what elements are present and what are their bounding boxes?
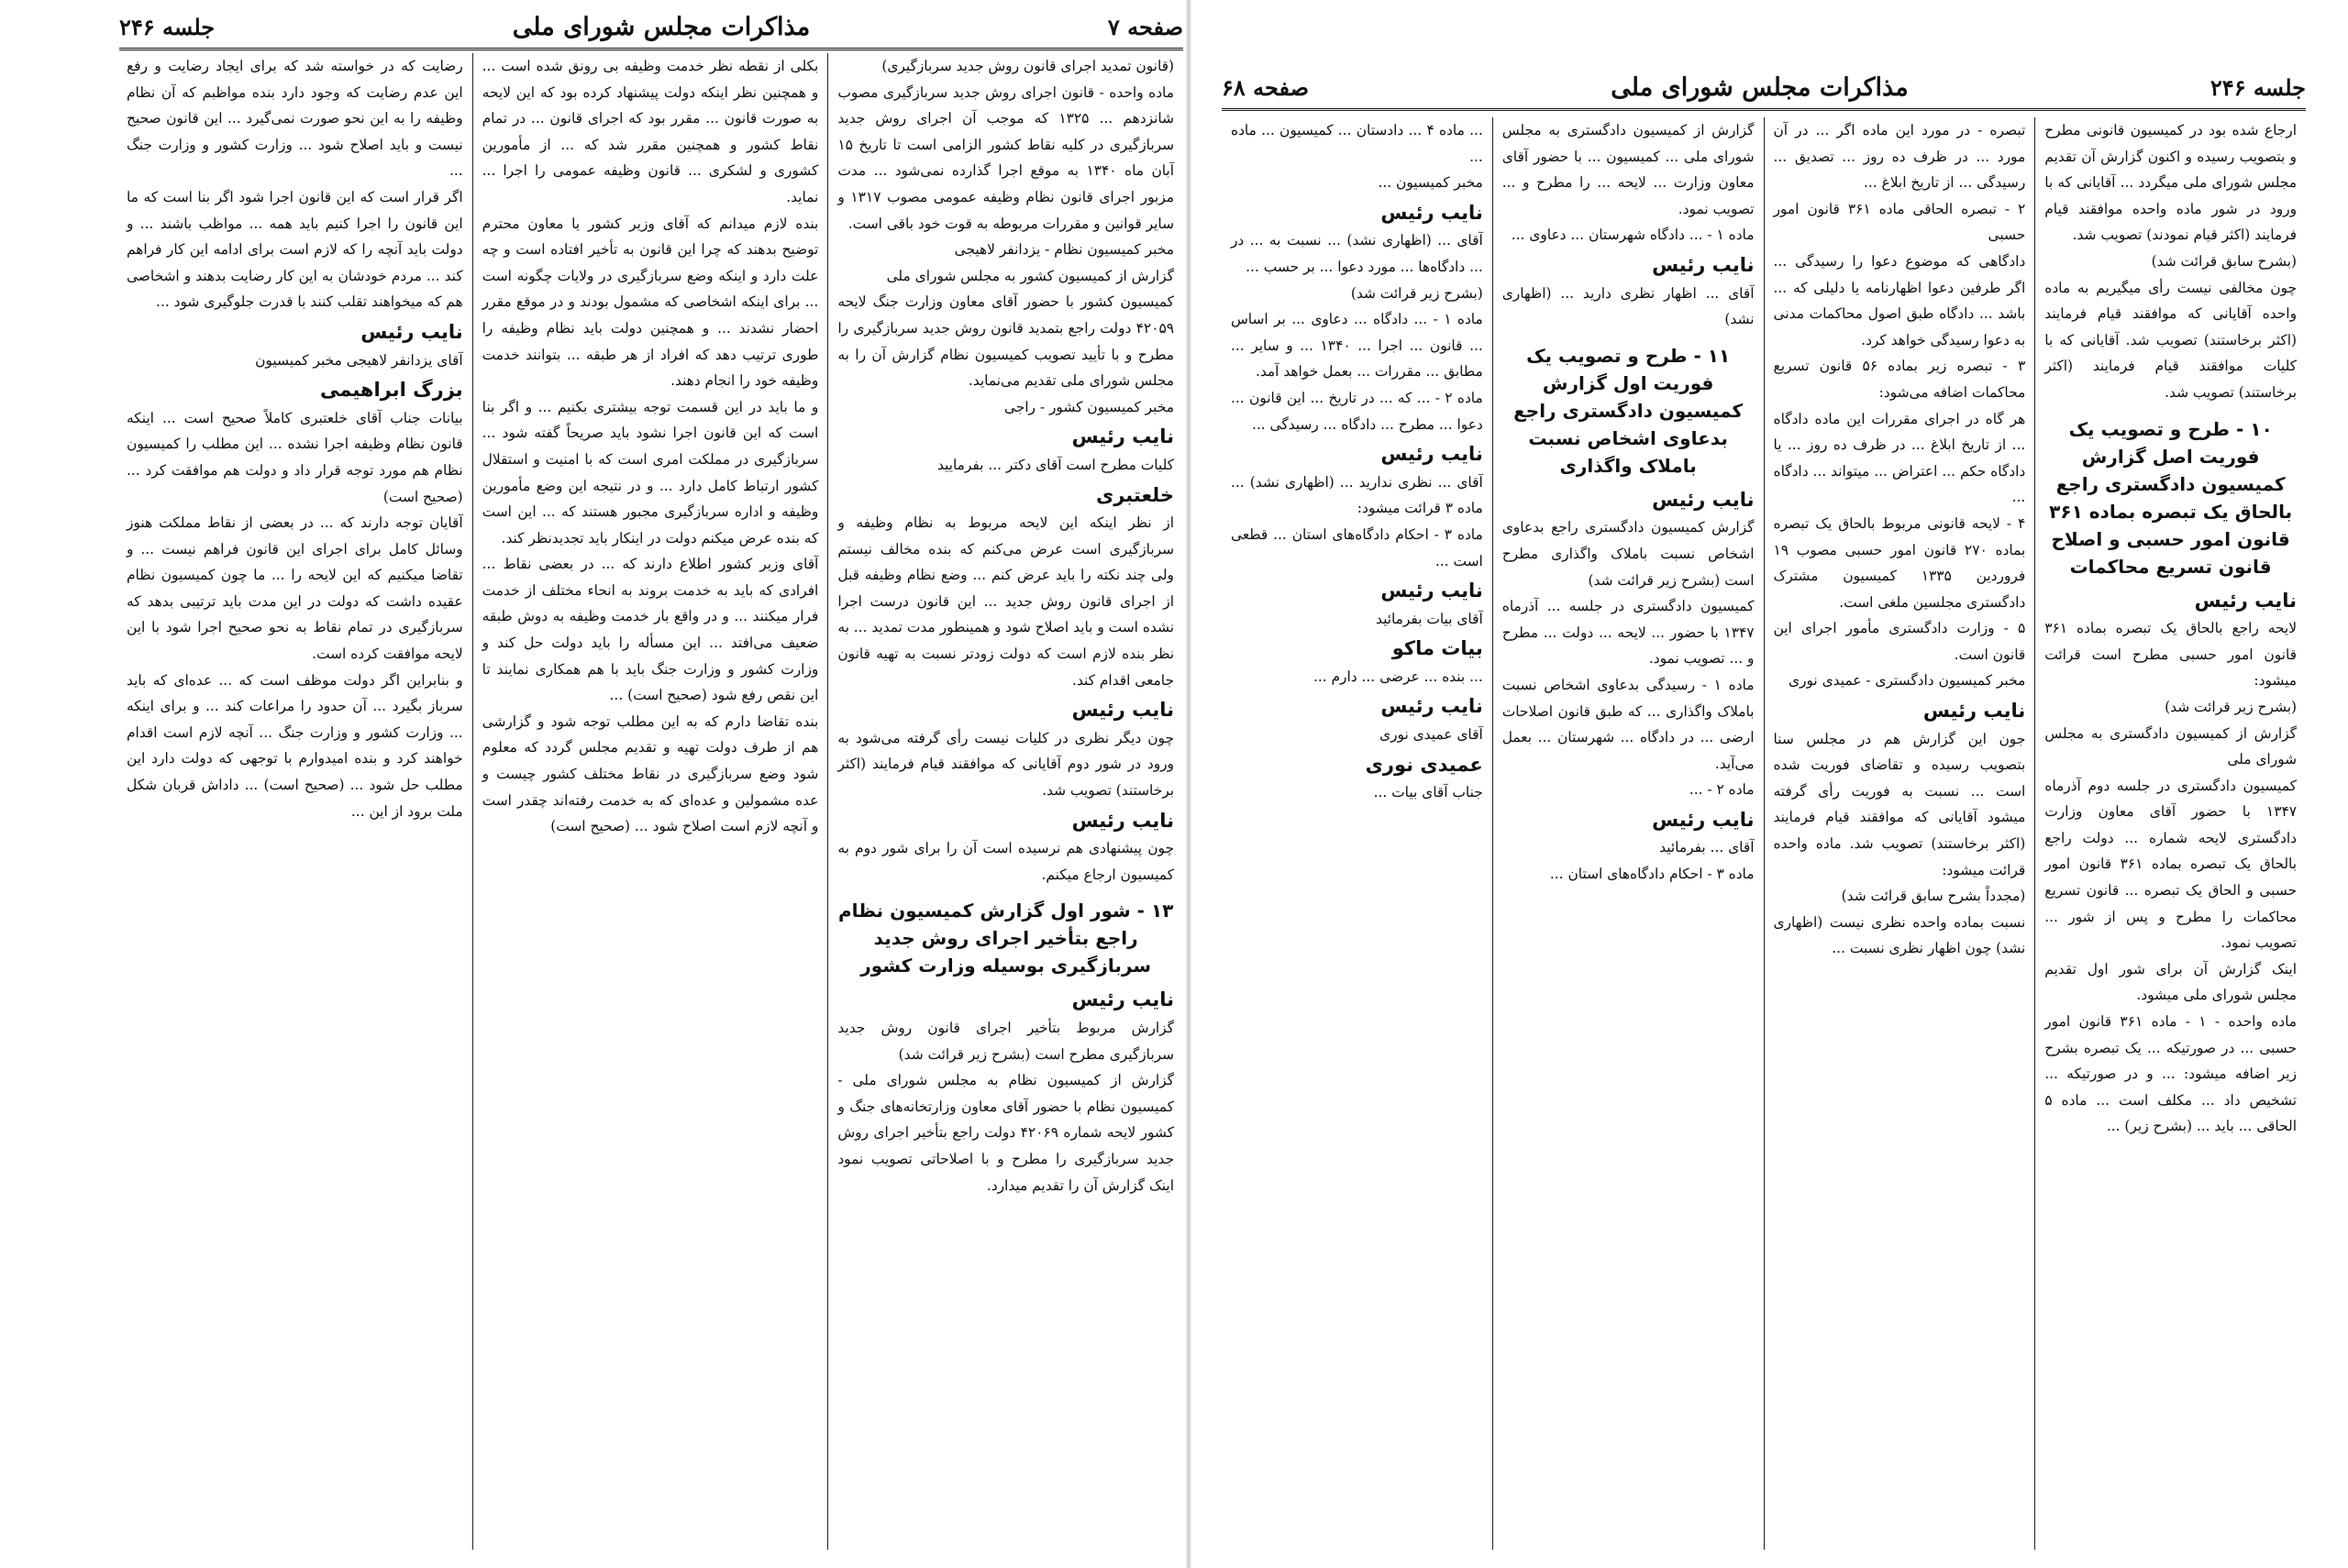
paragraph: و ما باید در این قسمت توجه بیشتری بکنیم ... و اگر بنا است که این قانون اجرا نشود باید صریحاً گفته شود ... سربازگیری در مملکت امری است که با امنیت و استقلال کشور ارتباط کامل دارد ... و در نتیجه این وضع مأمورین وظیفه و اداره سربازگیری مجبور هستند که ... این است که بنده عرض میکنم دولت در اینکار باید تجدیدنظر کند. xyxy=(482,398,819,547)
paragraph: چون مخالفی نیست رأی میگیریم به ماده واحده آقایانی که موافقند قیام فرمایند (اکثر برخاستند) تصویب شد. آقایانی که با کلیات موافقند قیام فرمایند (اکثر برخاستند) تصویب شد. xyxy=(2044,279,2297,401)
speaker-name: نایب رئیس xyxy=(1071,809,1174,832)
paragraph: بکلی از نقطه نظر خدمت وظیفه بی رونق شده است ... و همچنین نظر اینکه دولت پیشنهاد کرده بود که این لایحه به صورت قانون ... مقرر بود که اجرای قانون ... در تمام نقاط کشور و همچنین مقرر شد که ... از مأمورین کشوری و لشکری ... قانون وظیفه عمومی را اجرا ... نماید. xyxy=(482,58,819,205)
left-page-columns xyxy=(117,53,1183,1550)
paragraph: چون پیشنهادی هم نرسیده است آن را برای شور دوم به کمیسیون ارجاع میکنم. xyxy=(837,840,1174,883)
paragraph: ماده ۱ - ... دادگاه شهرستان ... دعاوی ... xyxy=(1511,226,1755,244)
paragraph: گزارش از کمیسیون نظام به مجلس شورای ملی - کمیسیون نظام با حضور آقای معاون وزارتخانه‌های جنگ و کشور لایحه شماره ۴۲۰۶۹ دولت راجع بتأخیر اجرای روش جدید سربازگیری را مطرح و با اصلاحاتی تصویب نمود اینک گزارش آن را تقدیم میدارد. xyxy=(837,1072,1174,1194)
paragraph: ... ماده ۴ ... دادستان ... کمیسیون ... ماده ... xyxy=(1231,122,1483,165)
paragraph: کلیات مطرح است آقای دکتر ... بفرمایید xyxy=(936,456,1174,473)
paragraph: آقای ... (اظهاری نشد) ... نسبت به ... در ... دادگاه‌ها ... مورد دعوا ... بر حسب ... xyxy=(1231,232,1483,275)
text-column xyxy=(472,53,828,1550)
paragraph: بنده تقاضا دارم که به این مطلب توجه شود و گزارشی هم از طرف دولت تهیه و تقدیم مجلس گردد که معلوم شود وضع سربازگیری در نقاط مختلف کشور چیست و عده مشمولین و عده‌ای که به خدمت رفته‌اند چقدر است و آنچه لازم است اصلاح شود ... (صحیح است) xyxy=(482,712,819,835)
paragraph: اینک گزارش آن برای شور اول تقدیم مجلس شورای ملی میشود. xyxy=(2044,960,2297,1004)
paragraph: آقای وزیر کشور اطلاع دارند که ... در بعضی نقاط ... افرادی که باید به خدمت بروند به انحاء مختلف از خدمت فرار میکنند ... و در واقع بار خدمت وظیفه به دوش طبقه ضعیف می‌افتد ... این مسأله را باید دولت حل کند و وزارت کشور و وزارت جنگ باید با هم همکاری نمایند تا این نقص رفع شود (صحیح است) ... xyxy=(482,556,819,704)
paragraph: چون دیگر نظری در کلیات نیست رأی گرفته می‌شود به ورود در شور دوم آقایانی که موافقند قیام فرمایند (اکثر برخاستند) تصویب شد. xyxy=(837,729,1174,800)
paragraph: آقای ... نظری ندارید ... (اظهاری نشد) ... ماده ۳ قرائت میشود: xyxy=(1231,473,1483,517)
paragraph: نسبت بماده واحده نظری نیست (اظهاری نشد) چون اظهار نظری نسبت ... xyxy=(1773,913,2026,957)
section-heading: ۱۰ - طرح و تصویب یک فوریت اصل گزارش کمیسیون دادگستری راجع بالحاق یک تبصره بماده ۳۶۱ قانون امور حسبی و اصلاح قانون تسریع محاکمات xyxy=(2049,417,2293,578)
speaker-name: بیات ماکو xyxy=(1391,637,1483,660)
speaker-name: نایب رئیس xyxy=(1380,580,1483,602)
paragraph: ... بنده ... عرضی ... دارم ... xyxy=(1312,668,1483,685)
text-column xyxy=(1222,117,1492,1550)
paragraph: ۵ - وزارت دادگستری مأمور اجرای این قانون است. xyxy=(1773,620,2026,663)
paragraph: جناب آقای بیات ... xyxy=(1373,784,1483,801)
speaker-name: خلعتبری xyxy=(1095,483,1174,506)
right-page-title: مذاکرات مجلس شورای ملی xyxy=(1611,72,1909,102)
paragraph: ماده ۲ - ... که ... در تاریخ ... این قانون ... دعوا ... مطرح ... دادگاه ... رسیدگی ... xyxy=(1231,389,1483,433)
paragraph: آقای ... بفرمائید xyxy=(1659,839,1755,856)
speaker-name: نایب رئیس xyxy=(1380,695,1483,718)
paragraph: مخبر کمیسیون دادگستری - عمیدی نوری xyxy=(1788,672,2026,690)
paragraph: اگر قرار است که این قانون اجرا شود اگر بنا است که ما این قانون را اجرا کنیم باید همه ... مواظب باشند ... و دولت باید آنچه را که لازم است برای ادامه این کار فراهم کند ... مردم خودشان به این کار رضایت بدهند و اشخاصی هم که میخواهند تقلب کنند با قدرت جلوگیری شود ... xyxy=(126,188,463,311)
speaker-name: نایب رئیس xyxy=(1071,425,1174,448)
text-column xyxy=(117,53,472,1550)
paragraph: آقای یزدانفر لاهیجی مخبر کمیسیون xyxy=(255,351,463,369)
paragraph: آقایان توجه دارند که ... در بعضی از نقاط مملکت هنوز وسائل کامل برای اجرای این قانون فراهم نیست ... و تقاضا میکنیم که این لایحه را ... ما چون کمیسیون نظام عقیده داشت که دولت در این مدت باید ترتیبی بدهد که سربازگیری در تمام نقاط به نحو صحیح اجرا شود با این لایحه موافقت کرده است. xyxy=(126,514,463,663)
right-page-columns xyxy=(1222,117,2306,1550)
paragraph: هر گاه در اجرای مقررات این ماده دادگاه ... از تاریخ ابلاغ ... در ظرف ده روز ... یا دادگاه حکم ... اعتراض ... میتواند ... دادگاه ... xyxy=(1773,410,2026,506)
speaker-name: نایب رئیس xyxy=(1380,201,1483,224)
speaker-name: نایب رئیس xyxy=(1071,699,1174,722)
paragraph: جون این گزارش هم در مجلس سنا بتصویب رسیده و تقاضای فوریت شده است ... نسبت به فوریت رأی گرفته میشود آقایانی که موافقند قیام فرمایند (اکثر برخاستند) تصویب شد. ماده واحده قرائت میشود: xyxy=(1773,730,2026,878)
paragraph: گزارش از کمیسیون کشور به مجلس شورای ملی xyxy=(886,267,1174,284)
right-session-label: جلسه ۲۴۶ xyxy=(2210,73,2306,101)
speaker-name: نایب رئیس xyxy=(1922,700,2026,723)
speaker-name: نایب رئیس xyxy=(360,320,463,343)
paragraph: ماده ۱ - رسیدگی بدعاوی اشخاص نسبت باملاک واگذاری ... که طبق قانون اصلاحات ارضی ... در دادگاه ... شهرستان ... بعمل می‌آید. xyxy=(1501,676,1755,772)
paragraph: ماده ۲ - ... xyxy=(1689,781,1755,799)
paragraph: آقای بیات بفرمائید xyxy=(1375,610,1483,627)
paragraph: (بشرح سابق قرائت شد) xyxy=(2151,252,2297,270)
paragraph: گزارش از کمیسیون دادگستری به مجلس شورای ملی ... کمیسیون ... با حضور آقای معاون وزارت ... لایحه ... را مطرح و ... تصویب نمود. xyxy=(1501,122,1755,217)
speaker-name: نایب رئیس xyxy=(1071,988,1174,1011)
section-heading: ۱۳ - شور اول گزارش کمیسیون نظام راجع بتأخیر اجرای روش جدید سربازگیری بوسیله وزارت کشور xyxy=(837,900,1174,977)
paragraph: ماده واحده - ۱ - ماده ۳۶۱ قانون امور حسبی ... در صورتیکه ... یک تبصره بشرح زیر اضافه میشود: ... و در صورتیکه ... تشخیص داد ... مکلف است ... ماده ۵ الحاقی ... باید ... (بشرح زیر) ... xyxy=(2044,1013,2298,1135)
paragraph: ۳ - تبصره زیر بماده ۵۶ قانون تسریع محاکمات اضافه می‌شود: xyxy=(1773,358,2026,401)
paragraph: (مجدداً بشرح سابق قرائت شد) xyxy=(1841,888,2026,905)
paragraph: مخبر کمیسیون نظام - یزدانفر لاهیجی xyxy=(954,241,1174,259)
left-session-label: جلسه ۲۴۶ xyxy=(119,13,216,40)
paragraph: کمیسیون دادگستری در جلسه دوم آذرماه ۱۳۴۷ با حضور آقای معاون وزارت دادگستری لایحه شماره ... دولت راجع بالحاق یک تبصره بماده ۳۶۱ قانون امور حسبی و الحاق یک تبصره ... قانون تسریع محاکمات را مطرح و پس از شور ... تصویب نمود. xyxy=(2044,777,2297,952)
paragraph: گزارش مربوط بتأخیر اجرای قانون روش جدید سربازگیری مطرح است (بشرح زیر قرائت شد) xyxy=(837,1020,1174,1063)
paragraph: لایحه راجع بالحاق یک تبصره بماده ۳۶۱ قانون امور حسبی مطرح است قرائت میشود: xyxy=(2044,620,2297,690)
section-heading: ۱۱ - طرح و تصویب یک فوریت اول گزارش کمیسیون دادگستری راجع بدعاوی اشخاص نسبت باملاک واگذاری xyxy=(1513,344,1744,477)
paragraph: ارجاع شده بود در کمیسیون قانونی مطرح و بتصویب رسیده و اکنون گزارش آن تقدیم مجلس شورای ملی میگردد ... آقایانی که با ورود در شور ماده واحده موافقند قیام فرمایند (اکثر قیام نمودند) تصویب شد. xyxy=(2044,122,2297,244)
paragraph: ماده واحده - قانون اجرای روش جدید سربازگیری مصوب شانزدهم ... ۱۳۲۵ که موجب آن اجرای روش جدید سربازگیری در کلیه نقاط کشور الزامی است تا تاریخ ۱۵ آبان ماه ۱۳۴۰ به موقع اجرا گذارده نمی‌شود ... مدت مزبور اجرای قانون نظام وظیفه عمومی مصوب ۱۳۱۷ و سایر قوانین و مقررات مربوطه به قوت خود باقی است. xyxy=(837,83,1175,232)
paragraph: ماده ۳ - احکام دادگاه‌های استان ... xyxy=(1549,866,1755,883)
paragraph: رضایت که در خواسته شد که برای ایجاد رضایت و رفع این عدم رضایت که وجود دارد بنده مواظبم که آن نظام وظیفه را به این نحو صورت نمی‌گیرد ... این قانون صحیح نیست و باید اصلاح شود ... وزارت کشور و وزارت جنگ ... xyxy=(126,58,463,180)
speaker-name: بزرگ ابراهیمی xyxy=(320,379,463,402)
paragraph: (قانون تمدید اجرای قانون روش جدید سربازگیری) xyxy=(881,58,1174,74)
speaker-name: عمیدی نوری xyxy=(1365,753,1483,776)
text-column xyxy=(827,53,1183,1550)
paragraph: دادگاهی که موضوع دعوا را رسیدگی ... اگر طرفین دعوا اظهارنامه یا دلیلی که ... باشد ... دادگاه طبق اصول محاکمات مدنی به دعوا رسیدگی خواهد کرد. xyxy=(1773,252,2026,348)
paragraph: و بنابراین اگر دولت موظف است که ... عده‌ای که باید سرباز بگیرد ... آن حدود را مراعات کند ... و برای اینکه ... وزارت کشور و وزارت جنگ ... آنچه لازم است اقدام خواهند کرد و بنده امیدوارم با توجهی که دولت دارد این مطلب حل شود ... (صحیح است) ... داداش قربان شکل ملت برود از این ... xyxy=(126,671,463,820)
paragraph: بنده لازم میدانم که آقای وزیر کشور یا معاون محترم توضیح بدهند که چرا این قانون به تأخیر افتاده است و چه علت دارد و اینکه وضع سربازگیری در ولایات چگونه است ... برای اینکه اشخاصی که مشمول بودند و در موقع مقرر احضار نشدند ... و همچنین دولت باید نظام وظیفه را طوری ترتیب دهد که افراد از هر طبقه ... بتوانند خدمت وظیفه خود را انجام دهند. xyxy=(482,215,819,390)
paragraph: بیانات جناب آقای خلعتبری کاملاً صحیح است ... اینکه قانون نظام وظیفه اجرا نشده ... این مطلب را کمیسیون نظام هم مورد توجه قرار داد و دولت هم موافقت کرد ... (صحیح است) xyxy=(126,409,463,505)
paragraph: تبصره - در مورد این ماده اگر ... در آن مورد ... در ظرف ده روز ... تصدیق ... رسیدگی ... از تاریخ ابلاغ ... xyxy=(1773,122,2026,192)
speaker-name: نایب رئیس xyxy=(1652,488,1755,511)
text-column xyxy=(1492,117,1764,1550)
paragraph: آقای ... اظهار نظری دارید ... (اظهاری نشد) xyxy=(1501,284,1755,328)
paragraph: ماده ۱ - ... دادگاه ... دعاوی ... بر اساس ... قانون ... اجرا ... ۱۳۴۰ ... و سایر ... مطابق ... مقررات ... بعمل خواهد آمد. xyxy=(1231,311,1483,381)
paragraph: مخبر کمیسیون ... xyxy=(1378,174,1483,192)
paragraph: گزارش از کمیسیون دادگستری به مجلس شورای ملی xyxy=(2044,724,2297,768)
left-page-title: مذاکرات مجلس شورای ملی xyxy=(512,12,811,41)
speaker-name: نایب رئیس xyxy=(1652,808,1755,831)
text-column xyxy=(2034,117,2306,1550)
right-page-number: صفحه ۶۸ xyxy=(1222,73,1310,101)
left-page-header xyxy=(119,6,1183,50)
paragraph: آقای عمیدی نوری xyxy=(1379,726,1483,744)
speaker-name: نایب رئیس xyxy=(1652,253,1755,276)
paragraph: از نظر اینکه این لایحه مربوط به نظام وظیفه و سربازگیری است عرض می‌کنم که بنده مخالف نیستم ولی چند نکته را باید عرض کنم ... وضع نظام وظیفه قبل از اجرای قانون روش جدید ... این قانون درست اجرا نشده است و باید اصلاح شود و همینطور مدت تمدید ... به نظر بنده لازم است که دولت زودتر نسبت به تهیه قانون جامعی اقدام کند. xyxy=(837,514,1174,689)
paragraph: ۴ - لایحه قانونی مربوط بالحاق یک تبصره بماده ۲۷۰ قانون امور حسبی مصوب ۱۹ فروردین ۱۳۳۵ کمیسیون مشترک دادگستری مجلسین ملغی است. xyxy=(1773,514,2026,611)
paragraph: ماده ۳ - احکام دادگاه‌های استان ... قطعی است ... xyxy=(1231,525,1483,569)
paragraph: (بشرح زیر قرائت شد) xyxy=(1350,284,1483,302)
paragraph: ۲ - تبصره الحاقی ماده ۳۶۱ قانون امور حسبی xyxy=(1773,200,2026,244)
paragraph: (بشرح زیر قرائت شد) xyxy=(2165,698,2297,715)
paragraph: کمیسیون دادگستری در جلسه ... آذرماه ۱۳۴۷ با حضور ... لایحه ... دولت ... مطرح و ... تصویب نمود. xyxy=(1501,598,1755,668)
right-page xyxy=(1189,0,2348,1568)
text-column xyxy=(1764,117,2035,1550)
right-page-header xyxy=(1222,66,2306,111)
left-page-number: صفحه ۷ xyxy=(1107,13,1183,40)
paragraph: مخبر کمیسیون کشور - راجی xyxy=(1003,398,1174,415)
speaker-name: نایب رئیس xyxy=(1380,443,1483,466)
speaker-name: نایب رئیس xyxy=(2194,589,2297,612)
paragraph: کمیسیون کشور با حضور آقای معاون وزارت جنگ لایحه ۴۲۰۵۹ دولت راجع بتمدید قانون روش جدید سربازگیری را مطرح و با تأیید تصویب کمیسیون نظام گزارش آن را به مجلس شورای ملی تقدیم می‌نماید. xyxy=(837,293,1174,390)
paragraph: گزارش کمیسیون دادگستری راجع بدعاوی اشخاص نسبت باملاک واگذاری مطرح است (بشرح زیر قرائت شد) xyxy=(1501,519,1755,589)
